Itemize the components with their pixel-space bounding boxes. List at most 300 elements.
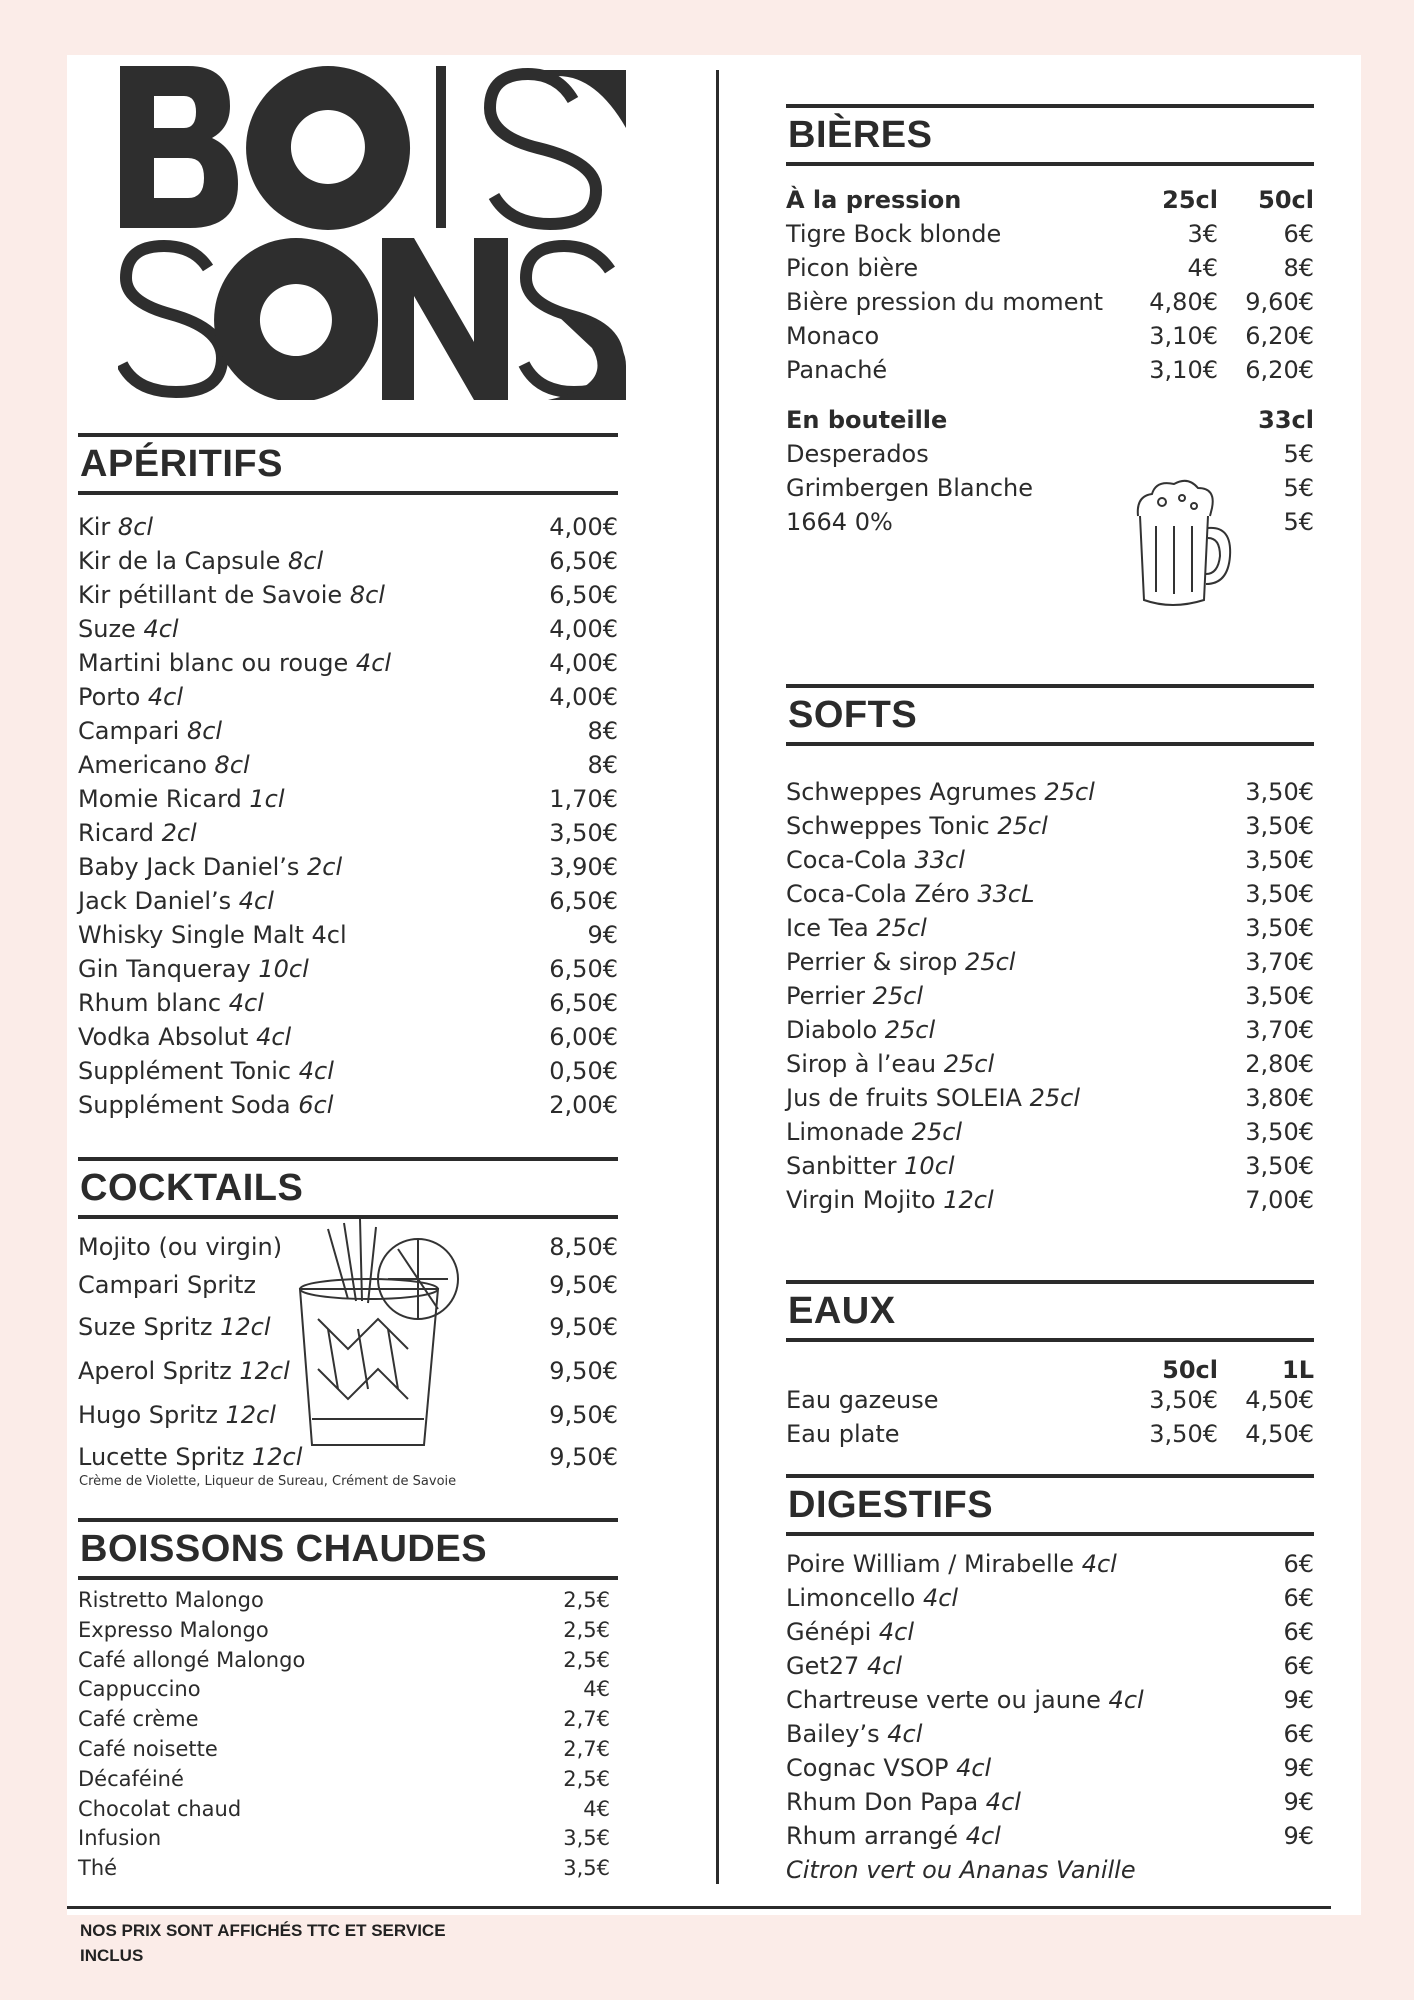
digestif-row	[786, 1618, 1314, 1646]
item-volume: 33cl	[914, 846, 965, 874]
hot-drink-row	[78, 1856, 610, 1880]
item-name-wrap	[786, 846, 965, 874]
item-name: Café noisette	[78, 1737, 218, 1761]
item-name: Supplément Tonic	[78, 1057, 292, 1085]
item-name-wrap	[78, 887, 274, 915]
aperitif-row	[78, 513, 618, 541]
item-name: Coca-Cola	[786, 846, 907, 874]
item-name: Ristretto Malongo	[78, 1588, 264, 1612]
item-price: 2,5€	[563, 1647, 610, 1672]
item-name: Whisky Single Malt 4cl	[78, 921, 347, 949]
item-volume: 4cl	[228, 989, 264, 1017]
item-volume: 4cl	[1108, 1686, 1144, 1714]
hot-drink-row	[78, 1797, 610, 1821]
price-columns	[1118, 288, 1314, 316]
item-volume: 4cl	[238, 887, 274, 915]
item-volume: 4cl	[256, 1023, 292, 1051]
item-name: Gin Tanqueray	[78, 955, 251, 983]
item-name: Jus de fruits SOLEIA	[786, 1084, 1022, 1112]
item-name: Hugo Spritz	[78, 1401, 218, 1429]
item-volume: 8cl	[214, 751, 250, 779]
aperitif-row	[78, 921, 618, 949]
item-name: Get27	[786, 1652, 860, 1680]
section-title: COCKTAILS	[80, 1166, 304, 1209]
aperitif-row	[78, 581, 618, 609]
item-volume: 25cl	[872, 982, 924, 1010]
item-price: 9€	[1283, 1686, 1314, 1714]
item-price: 6€	[1283, 1720, 1314, 1748]
aperitifs-header	[78, 433, 618, 495]
item-volume: 25cl	[884, 1016, 936, 1044]
item-name-wrap	[786, 1016, 935, 1044]
aperitif-row	[78, 751, 618, 779]
price-col-1: 3,50€	[1149, 1420, 1218, 1448]
item-name-wrap	[78, 1618, 269, 1642]
item-name: Chocolat chaud	[78, 1796, 242, 1821]
item-name-wrap	[78, 1856, 117, 1880]
price-col-2: 50cl	[1258, 186, 1314, 214]
hot-drink-row	[78, 1618, 610, 1642]
footer-rule	[67, 1906, 1331, 1909]
item-name-wrap	[786, 1822, 1001, 1850]
aperitif-row	[78, 1091, 618, 1119]
item-volume: 12cl	[220, 1313, 271, 1341]
beer-mug-illustration	[1132, 476, 1236, 612]
item-name-wrap	[78, 547, 323, 575]
item-price: 3,50€	[1245, 880, 1314, 908]
pression-row	[786, 254, 1314, 282]
price-col-1: 4€	[1187, 254, 1218, 282]
item-price: 2,80€	[1245, 1050, 1314, 1078]
price-col-1: 3€	[1187, 220, 1218, 248]
hot-drink-row	[78, 1737, 610, 1761]
price-col-2: 6,20€	[1245, 356, 1314, 384]
volume-col: 33cl	[1258, 406, 1314, 434]
item-name: Cognac VSOP	[786, 1754, 949, 1782]
item-price: 9,50€	[549, 1401, 618, 1429]
item-name: Thé	[78, 1856, 118, 1881]
item-volume: 4cl	[298, 1057, 334, 1085]
item-name: Expresso Malongo	[78, 1617, 269, 1642]
item-volume: 4cl	[956, 1754, 992, 1782]
item-name: En bouteille	[786, 406, 948, 434]
hot-drink-row	[78, 1707, 610, 1731]
item-name-wrap	[786, 982, 923, 1010]
aperitif-row	[78, 547, 618, 575]
item-name: Sirop à l’eau	[786, 1050, 937, 1078]
item-name: Kir de la Capsule	[78, 547, 281, 575]
pression-row	[786, 356, 1314, 384]
cocktail-glass-illustration	[288, 1219, 500, 1451]
item-name: Momie Ricard	[78, 785, 242, 813]
item-price: 1,70€	[549, 785, 618, 813]
item-name: Eau gazeuse	[786, 1386, 939, 1414]
item-volume: 4cl	[878, 1618, 915, 1646]
item-name: Rhum Don Papa	[786, 1788, 979, 1816]
item-name: Bailey’s	[786, 1720, 880, 1748]
item-name: 1664 0%	[786, 508, 893, 536]
item-volume: 4cl	[1081, 1550, 1117, 1578]
item-price: 2,5€	[563, 1617, 610, 1642]
item-name: Suze	[78, 615, 136, 643]
item-name: Baby Jack Daniel’s	[78, 853, 300, 881]
softs-header	[786, 684, 1314, 746]
aperitif-row	[78, 785, 618, 813]
item-name-wrap	[78, 1588, 264, 1612]
item-name-wrap	[786, 1118, 962, 1146]
hot-drink-row	[78, 1767, 610, 1791]
item-price: 3,50€	[1245, 1118, 1314, 1146]
item-name: Aperol Spritz	[78, 1357, 232, 1385]
soft-row	[786, 846, 1314, 874]
item-volume: 4cl	[887, 1720, 923, 1748]
item-name-wrap	[78, 1401, 276, 1429]
soft-row	[786, 1050, 1314, 1078]
item-name-wrap	[78, 683, 183, 711]
item-price: 3,90€	[549, 853, 618, 881]
item-price: 9€	[587, 921, 618, 949]
cocktails-header	[78, 1157, 618, 1219]
item-name-wrap	[786, 1686, 1144, 1714]
item-name: Rhum blanc	[78, 989, 222, 1017]
item-price: 4,00€	[549, 615, 618, 643]
section-bieres	[786, 104, 1314, 584]
item-price: 9,50€	[549, 1271, 618, 1299]
soft-row	[786, 812, 1314, 840]
digestif-row	[786, 1754, 1314, 1782]
item-volume: 4cl	[985, 1788, 1021, 1816]
hot-drink-row	[78, 1588, 610, 1612]
item-name-wrap	[78, 1357, 290, 1385]
item-price: 6,50€	[549, 547, 618, 575]
item-name: Poire William / Mirabelle	[786, 1550, 1075, 1578]
item-price: 3,50€	[1245, 914, 1314, 942]
item-price: 4€	[583, 1677, 610, 1702]
volume-col-2: 1L	[1282, 1356, 1314, 1384]
item-volume: 1cl	[249, 785, 285, 813]
item-volume: 12cl	[225, 1401, 276, 1429]
item-volume: 10cl	[258, 955, 309, 983]
item-name-wrap	[786, 1186, 994, 1214]
item-name: Bière pression du moment	[786, 288, 1104, 316]
volume-columns	[1118, 1356, 1314, 1384]
item-name-wrap	[786, 1652, 902, 1680]
item-price: 5€	[1283, 474, 1314, 502]
item-name: Limonade	[786, 1118, 905, 1146]
price-col-1: 4,80€	[1149, 288, 1218, 316]
item-price: 3,5€	[563, 1856, 610, 1881]
item-price: 6,50€	[549, 955, 618, 983]
item-name: Americano	[78, 751, 207, 779]
item-volume: 25cl	[876, 914, 927, 942]
item-name: Génépi	[786, 1618, 872, 1646]
item-name: Ice Tea	[786, 914, 869, 942]
section-eaux	[786, 1280, 1314, 1460]
item-price: 6€	[1283, 1584, 1314, 1612]
item-volume: 8cl	[117, 513, 154, 541]
item-name: Jack Daniel’s	[78, 887, 232, 915]
item-name-wrap	[78, 1767, 184, 1791]
aperitif-row	[78, 717, 618, 745]
item-name: Campari Spritz	[78, 1271, 256, 1299]
item-name: Sanbitter	[786, 1152, 897, 1180]
item-price: 9€	[1283, 1754, 1314, 1782]
item-name: Rhum arrangé	[786, 1822, 959, 1850]
aperitif-row	[78, 1023, 618, 1051]
item-name: Cappuccino	[78, 1677, 201, 1702]
item-name-wrap	[78, 581, 385, 609]
eaux-header	[786, 1280, 1314, 1342]
item-name: Panaché	[786, 356, 888, 384]
price-col-1: 25cl	[1162, 186, 1218, 214]
item-price: 7,00€	[1245, 1186, 1314, 1214]
soft-row	[786, 880, 1314, 908]
item-volume: 12cl	[239, 1357, 290, 1385]
item-name-wrap	[786, 1720, 922, 1748]
item-volume: 25cl	[1029, 1084, 1080, 1112]
item-price: 2,5€	[563, 1766, 610, 1791]
soft-row	[786, 1152, 1314, 1180]
item-volume: 8cl	[349, 581, 385, 609]
item-volume: 2cl	[307, 853, 343, 881]
item-name-wrap	[78, 513, 153, 541]
item-volume: 6cl	[298, 1091, 334, 1119]
digestif-row	[786, 1788, 1314, 1816]
item-name-wrap	[786, 880, 1034, 908]
item-name-wrap	[78, 955, 309, 983]
item-name-wrap	[786, 914, 927, 942]
item-name-wrap	[78, 1797, 241, 1821]
soft-row	[786, 778, 1314, 806]
item-name: Campari	[78, 717, 180, 745]
section-digestifs	[786, 1474, 1314, 1894]
item-name-wrap	[78, 921, 347, 949]
item-price: 9,50€	[549, 1313, 618, 1341]
item-name-wrap	[786, 1788, 1021, 1816]
item-name: Coca-Cola Zéro	[786, 880, 970, 908]
item-name: Vodka Absolut	[78, 1023, 249, 1051]
chaudes-header	[78, 1518, 618, 1580]
price-columns	[1118, 322, 1314, 350]
price-col-2: 9,60€	[1245, 288, 1314, 316]
section-title: SOFTS	[788, 693, 918, 736]
item-price: 3,50€	[1245, 778, 1314, 806]
item-name: Desperados	[786, 440, 929, 468]
item-price: 4,00€	[549, 649, 618, 677]
digestif-row	[786, 1686, 1314, 1714]
item-name-wrap	[78, 989, 264, 1017]
item-name: Suze Spritz	[78, 1313, 213, 1341]
item-name: Lucette Spritz	[78, 1443, 245, 1471]
item-volume: 8cl	[186, 717, 223, 745]
item-name: Kir	[78, 513, 111, 541]
bouteille-header-row	[786, 406, 1314, 434]
item-name-wrap	[786, 1550, 1117, 1578]
item-name: À la pression	[786, 186, 962, 214]
item-name: Décaféiné	[78, 1766, 184, 1791]
item-name-wrap	[78, 1677, 201, 1701]
item-name-wrap	[786, 948, 1015, 976]
digestif-row	[786, 1822, 1314, 1850]
eaux-header-row	[786, 1356, 1314, 1384]
item-name-wrap	[786, 1618, 914, 1646]
price-col-2: 8€	[1283, 254, 1314, 282]
item-price: 5€	[1283, 508, 1314, 536]
item-name: Grimbergen Blanche	[786, 474, 1034, 502]
item-volume: 4cl	[922, 1584, 959, 1612]
item-price: 3,70€	[1245, 1016, 1314, 1044]
soft-row	[786, 914, 1314, 942]
pression-header-row	[786, 186, 1314, 214]
digestif-note: Citron vert ou Ananas Vanille	[786, 1856, 1136, 1884]
item-price: 8€	[587, 751, 618, 779]
item-price: 6€	[1283, 1652, 1314, 1680]
item-name-wrap	[78, 717, 222, 745]
section-title: BIÈRES	[788, 113, 933, 156]
item-price: 2,00€	[549, 1091, 618, 1119]
item-volume: 10cl	[904, 1152, 955, 1180]
item-price: 9,50€	[549, 1357, 618, 1385]
footer-line-1: NOS PRIX SONT AFFICHÉS TTC ET SERVICE	[80, 1921, 446, 1940]
item-name-wrap	[786, 1584, 958, 1612]
price-col-2: 6,20€	[1245, 322, 1314, 350]
soft-row	[786, 1118, 1314, 1146]
volume-col-1: 50cl	[1162, 1356, 1218, 1384]
hot-drink-row	[78, 1677, 610, 1701]
item-price: 2,7€	[563, 1737, 610, 1761]
item-price: 9€	[1283, 1788, 1314, 1816]
item-price: 8€	[587, 717, 618, 745]
eau-row	[786, 1386, 1314, 1414]
item-name: Picon bière	[786, 254, 919, 282]
item-name-wrap	[78, 785, 285, 813]
item-name-wrap	[78, 649, 391, 677]
price-columns	[1118, 186, 1314, 214]
item-volume: 8cl	[288, 547, 324, 575]
item-volume: 25cl	[997, 812, 1048, 840]
item-name: Perrier & sirop	[786, 948, 958, 976]
item-price: 3,50€	[1245, 812, 1314, 840]
item-volume: 25cl	[1044, 778, 1095, 806]
item-price: 0,50€	[549, 1057, 618, 1085]
aperitif-row	[78, 1057, 618, 1085]
item-volume: 12cl	[252, 1443, 303, 1471]
item-price: 5€	[1283, 440, 1314, 468]
hot-drink-row	[78, 1826, 610, 1850]
item-volume: 25cl	[965, 948, 1016, 976]
item-price: 9€	[1283, 1822, 1314, 1850]
item-name: Schweppes Tonic	[786, 812, 990, 840]
item-price: 6,00€	[549, 1023, 618, 1051]
item-name: Diabolo	[786, 1016, 878, 1044]
item-name-wrap	[78, 1648, 305, 1672]
item-name-wrap	[78, 615, 179, 643]
footer-line-2: INCLUS	[80, 1946, 144, 1965]
item-name: Limoncello	[786, 1584, 916, 1612]
price-col-1: 3,10€	[1149, 322, 1218, 350]
item-volume: 25cl	[943, 1050, 995, 1078]
item-price: 6€	[1283, 1618, 1314, 1646]
item-name-wrap	[78, 819, 197, 847]
section-title: BOISSONS CHAUDES	[80, 1527, 488, 1570]
item-volume: 33cL	[977, 880, 1035, 908]
item-volume: 2cl	[161, 819, 197, 847]
pression-row	[786, 288, 1314, 316]
item-price: 2,5€	[563, 1588, 610, 1612]
soft-row	[786, 948, 1314, 976]
item-name: Chartreuse verte ou jaune	[786, 1686, 1101, 1714]
item-name: Perrier	[786, 982, 865, 1010]
item-name: Ricard	[78, 819, 154, 847]
bieres-header	[786, 104, 1314, 166]
pression-row	[786, 322, 1314, 350]
aperitif-row	[78, 649, 618, 677]
column-divider	[716, 70, 719, 1884]
item-name-wrap	[78, 1313, 271, 1341]
price-columns	[1118, 254, 1314, 282]
price-col-2: 4,50€	[1245, 1386, 1314, 1414]
item-volume: 25cl	[911, 1118, 963, 1146]
item-price: 3,50€	[1245, 1152, 1314, 1180]
digestif-row	[786, 1720, 1314, 1748]
digestifs-header	[786, 1474, 1314, 1536]
item-price: 4€	[583, 1796, 610, 1821]
item-name-wrap	[786, 812, 1048, 840]
item-name-wrap	[786, 1084, 1080, 1112]
item-name-wrap	[786, 1754, 991, 1782]
lucette-ingredients: Crème de Violette, Liqueur de Sureau, Crément de Savoie	[79, 1474, 457, 1489]
item-price: 3,50€	[1245, 846, 1314, 874]
soft-row	[786, 1186, 1314, 1214]
item-price: 6,50€	[549, 581, 618, 609]
item-name-wrap	[786, 1050, 994, 1078]
pression-row	[786, 220, 1314, 248]
eau-row	[786, 1420, 1314, 1448]
item-volume: 4cl	[355, 649, 392, 677]
price-col-1: 3,10€	[1149, 356, 1218, 384]
price-columns	[1118, 1386, 1314, 1414]
aperitif-row	[78, 989, 618, 1017]
digestif-row	[786, 1584, 1314, 1612]
item-name-wrap	[786, 778, 1095, 806]
section-cocktails	[78, 1157, 618, 1497]
item-name: Eau plate	[786, 1420, 900, 1448]
aperitif-row	[78, 887, 618, 915]
soft-row	[786, 982, 1314, 1010]
item-volume: 4cl	[965, 1822, 1001, 1850]
item-name: Kir pétillant de Savoie	[78, 581, 343, 609]
item-price: 2,7€	[563, 1707, 610, 1732]
digestif-row	[786, 1652, 1314, 1680]
item-name-wrap	[78, 1057, 334, 1085]
item-name: Schweppes Agrumes	[786, 778, 1037, 806]
aperitif-row	[78, 853, 618, 881]
item-price: 9,50€	[549, 1443, 618, 1471]
item-price: 3,70€	[1245, 948, 1314, 976]
section-title: EAUX	[788, 1289, 896, 1332]
item-name-wrap	[78, 1443, 302, 1471]
price-col-2: 6€	[1283, 220, 1314, 248]
item-name-wrap	[78, 1826, 161, 1850]
price-col-1: 3,50€	[1149, 1386, 1218, 1414]
soft-row	[786, 1084, 1314, 1112]
aperitif-row	[78, 819, 618, 847]
item-price: 3,5€	[563, 1826, 610, 1851]
item-volume: 12cl	[943, 1186, 994, 1214]
price-columns	[1118, 356, 1314, 384]
section-title: DIGESTIFS	[788, 1483, 994, 1526]
item-price: 4,00€	[549, 683, 618, 711]
